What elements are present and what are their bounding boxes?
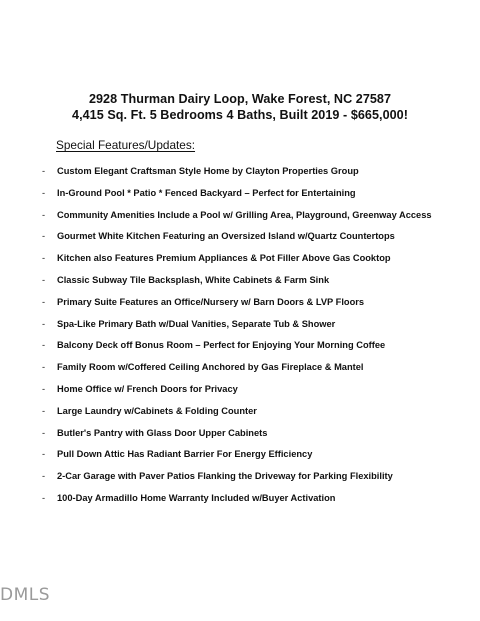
list-item <box>0 318 480 340</box>
bullet-dash: - <box>42 318 46 329</box>
list-item <box>0 209 480 231</box>
feature-text: Pull Down Attic Has Radiant Barrier For Energy Efficiency <box>57 449 313 460</box>
feature-text: Balcony Deck off Bonus Room – Perfect for Enjoying Your Morning Coffee <box>57 340 386 351</box>
list-item <box>0 492 480 514</box>
bullet-dash: - <box>42 449 46 460</box>
bullet-dash: - <box>42 187 46 198</box>
bullet-dash: - <box>42 362 46 373</box>
bullet-dash: - <box>42 405 46 416</box>
list-item <box>0 252 480 274</box>
bullet-dash: - <box>42 471 46 482</box>
list-item <box>0 187 480 209</box>
feature-list <box>0 165 480 514</box>
feature-text: Butler's Pantry with Glass Door Upper Cabinets <box>57 427 268 438</box>
feature-text: Kitchen also Features Premium Appliances & Pot Filler Above Gas Cooktop <box>57 253 391 264</box>
address-title: 2928 Thurman Dairy Loop, Wake Forest, NC 27587 <box>88 92 392 106</box>
feature-text: Large Laundry w/Cabinets & Folding Counter <box>57 405 257 416</box>
feature-text: In-Ground Pool * Patio * Fenced Backyard – Perfect for Entertaining <box>57 187 356 198</box>
bullet-dash: - <box>42 383 46 394</box>
bullet-dash: - <box>42 231 46 242</box>
feature-text: 2-Car Garage with Paver Patios Flanking the Driveway for Parking Flexibility <box>57 471 393 482</box>
bullet-dash: - <box>42 492 46 503</box>
bullet-dash: - <box>42 274 46 285</box>
feature-text: Primary Suite Features an Office/Nursery w/ Barn Doors & LVP Floors <box>57 296 365 307</box>
bullet-dash: - <box>42 340 46 351</box>
feature-text: 100-Day Armadillo Home Warranty Included w/Buyer Activation <box>57 492 336 503</box>
list-item <box>0 405 480 427</box>
bullet-dash: - <box>42 427 46 438</box>
bullet-dash: - <box>42 166 46 176</box>
list-item <box>0 230 480 252</box>
property-details-title: 4,415 Sq. Ft. 5 Bedrooms 4 Baths, Built 2019 - $665,000! <box>72 108 408 122</box>
feature-text: Home Office w/ French Doors for Privacy <box>57 383 238 394</box>
feature-text: Community Amenities Include a Pool w/ Grilling Area, Playground, Greenway Access <box>57 209 432 220</box>
section-heading: Special Features/Updates: <box>56 138 196 152</box>
list-item <box>0 339 480 361</box>
bullet-dash: - <box>42 296 46 307</box>
list-item <box>0 427 480 449</box>
list-item <box>0 448 480 470</box>
bullet-dash: - <box>42 209 46 220</box>
list-item <box>0 470 480 492</box>
feature-text: Spa-Like Primary Bath w/Dual Vanities, Separate Tub & Shower <box>57 318 336 329</box>
bullet-dash: - <box>42 253 46 264</box>
list-item <box>0 296 480 318</box>
list-item <box>0 274 480 296</box>
list-item <box>0 383 480 405</box>
list-item <box>0 361 480 383</box>
watermark: DMLS <box>0 585 51 605</box>
feature-text: Family Room w/Coffered Ceiling Anchored by Gas Fireplace & Mantel <box>57 362 364 373</box>
feature-text: Classic Subway Tile Backsplash, White Cabinets & Farm Sink <box>57 274 330 285</box>
listing-header <box>0 91 480 123</box>
feature-text: Gourmet White Kitchen Featuring an Oversized Island w/Quartz Countertops <box>57 231 395 242</box>
list-item <box>0 165 480 187</box>
feature-text: Custom Elegant Craftsman Style Home by Clayton Properties Group <box>57 166 359 176</box>
